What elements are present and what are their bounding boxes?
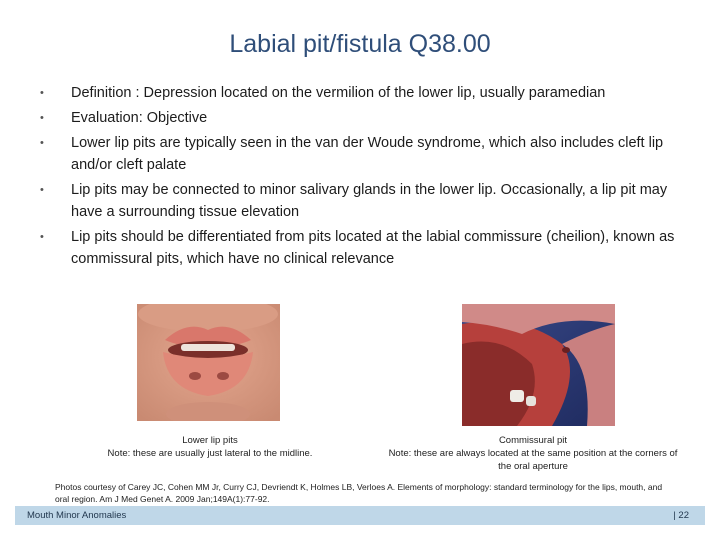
commissural-pit-photo	[462, 304, 615, 426]
bullet-marker: •	[40, 137, 44, 149]
bullet-item	[40, 179, 680, 223]
bullet-marker: •	[40, 112, 44, 124]
slide-title: Labial pit/fistula Q38.00	[229, 30, 491, 58]
bullet-item	[40, 132, 680, 176]
bullet-marker: •	[40, 231, 44, 243]
footer-title: Mouth Minor Anomalies	[27, 510, 127, 521]
bullet-list	[40, 82, 680, 273]
figure-caption-commissural	[388, 434, 678, 473]
photo-credit: Photos courtesy of Carey JC, Cohen MM Jr, Curry CJ, Devriendt K, Holmes LB, Verloes A. Elements of morphology: standard terminology for the lips, mouth, and oral region. Am J Med Genet A. 2009 Jan;149A(1):77-92.	[55, 482, 663, 504]
bullet-item	[40, 107, 680, 129]
caption-note: Note: these are usually just lateral to the midline.	[107, 448, 313, 459]
footer-bar	[15, 506, 705, 525]
bullet-text: Lower lip pits are typically seen in the van der Woude syndrome, which also includes cleft lip and/or cleft palate	[71, 135, 664, 173]
bullet-item	[40, 82, 680, 104]
bullet-text: Lip pits should be differentiated from pits located at the labial commissure (cheilion), known as commissural pits, which have no clinical relevance	[71, 229, 675, 267]
caption-title: Lower lip pits	[182, 435, 238, 446]
bullet-marker: •	[40, 184, 44, 196]
bullet-text: Evaluation: Objective	[71, 110, 208, 126]
bullet-text: Lip pits may be connected to minor salivary glands in the lower lip. Occasionally, a lip pit may have a surrounding tissue elevation	[71, 182, 668, 220]
bullet-item	[40, 226, 680, 270]
lower-lip-pits-photo	[137, 304, 280, 421]
caption-title: Commissural pit	[498, 435, 568, 446]
page-number: | 22	[673, 510, 689, 521]
figure-caption-lower-lip	[70, 434, 350, 460]
bullet-marker: •	[40, 87, 44, 99]
caption-note: Note: these are always located at the same position at the corners of the oral aperture	[388, 448, 678, 472]
bullet-text: Definition : Depression located on the vermilion of the lower lip, usually paramedian	[71, 85, 606, 101]
